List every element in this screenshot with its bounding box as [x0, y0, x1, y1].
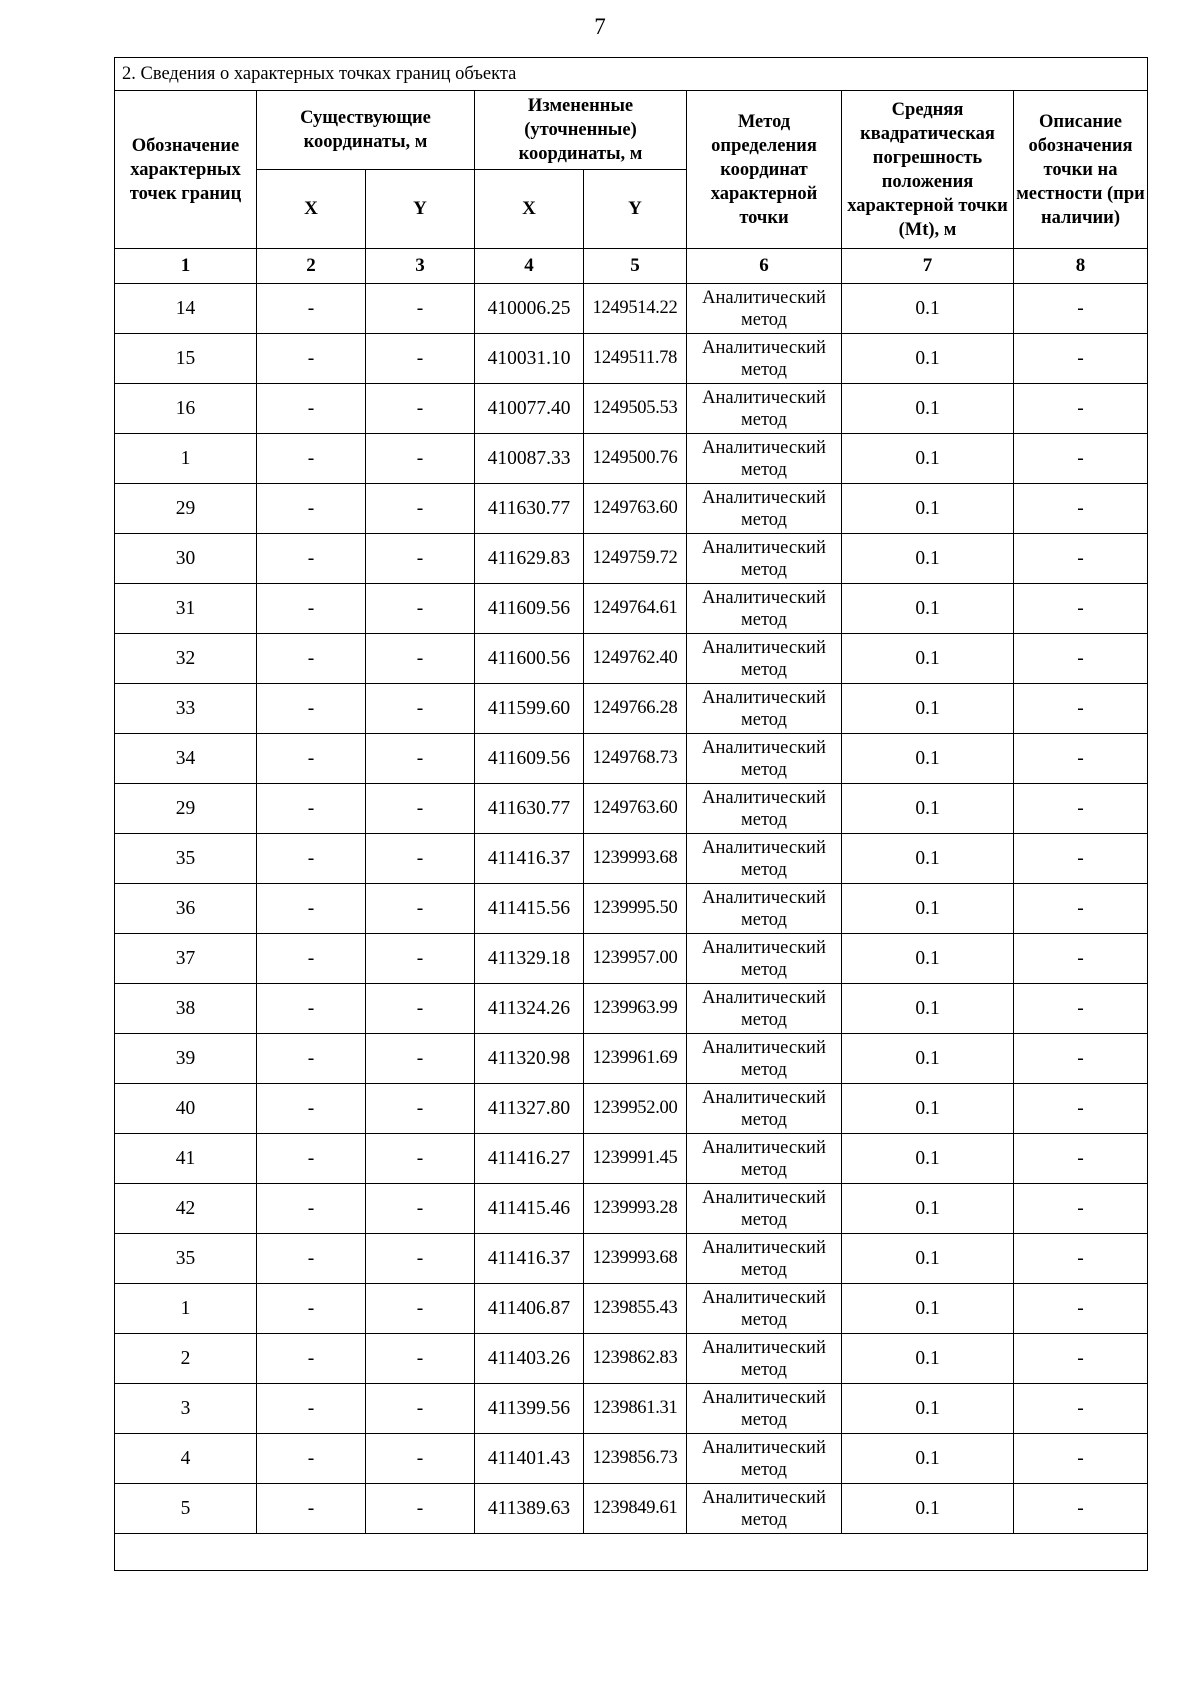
column-number: 1: [115, 249, 257, 284]
existing-y-cell: -: [366, 334, 475, 384]
method-cell: Аналитический метод: [687, 1184, 842, 1234]
table-row: [115, 534, 1148, 584]
point-cell: 14: [115, 284, 257, 334]
description-cell: -: [1014, 634, 1148, 684]
table-row: [115, 434, 1148, 484]
method-cell: Аналитический метод: [687, 1234, 842, 1284]
table-row: [115, 584, 1148, 634]
table-row: [115, 1034, 1148, 1084]
changed-x-cell: 411599.60: [475, 684, 584, 734]
method-cell: Аналитический метод: [687, 334, 842, 384]
changed-x-cell: 411600.56: [475, 634, 584, 684]
description-cell: -: [1014, 434, 1148, 484]
table-row: [115, 1484, 1148, 1534]
method-cell: Аналитический метод: [687, 634, 842, 684]
changed-x-cell: 411329.18: [475, 934, 584, 984]
changed-y-cell: 1239957.00: [584, 934, 687, 984]
method-cell: Аналитический метод: [687, 384, 842, 434]
header-mean-error: Средняя квадратическая погрешность положения характерной точки (Mt), м: [842, 91, 1014, 249]
table-row: [115, 984, 1148, 1034]
description-cell: -: [1014, 384, 1148, 434]
changed-x-cell: 411327.80: [475, 1084, 584, 1134]
method-cell: Аналитический метод: [687, 1384, 842, 1434]
point-cell: 15: [115, 334, 257, 384]
existing-y-cell: -: [366, 584, 475, 634]
point-cell: 2: [115, 1334, 257, 1384]
existing-x-cell: -: [257, 1484, 366, 1534]
changed-x-cell: 411403.26: [475, 1334, 584, 1384]
mean-error-cell: 0.1: [842, 584, 1014, 634]
changed-y-cell: 1249768.73: [584, 734, 687, 784]
existing-x-cell: -: [257, 684, 366, 734]
existing-y-cell: -: [366, 684, 475, 734]
changed-y-cell: 1249762.40: [584, 634, 687, 684]
table-row: [115, 1134, 1148, 1184]
header-description: Описание обозначения точки на местности (при наличии): [1014, 91, 1148, 249]
point-cell: 1: [115, 434, 257, 484]
existing-y-cell: -: [366, 934, 475, 984]
header-changed-coords: Измененные (уточненные) координаты, м: [475, 91, 687, 170]
existing-y-cell: -: [366, 1284, 475, 1334]
changed-y-cell: 1249514.22: [584, 284, 687, 334]
changed-x-cell: 410006.25: [475, 284, 584, 334]
table-row: [115, 384, 1148, 434]
point-cell: 40: [115, 1084, 257, 1134]
description-cell: -: [1014, 1434, 1148, 1484]
point-cell: 39: [115, 1034, 257, 1084]
changed-y-cell: 1249500.76: [584, 434, 687, 484]
mean-error-cell: 0.1: [842, 1084, 1014, 1134]
existing-y-cell: -: [366, 1084, 475, 1134]
column-number: 3: [366, 249, 475, 284]
changed-y-cell: 1239861.31: [584, 1384, 687, 1434]
description-cell: -: [1014, 1084, 1148, 1134]
method-cell: Аналитический метод: [687, 784, 842, 834]
point-cell: 1: [115, 1284, 257, 1334]
changed-x-cell: 411399.56: [475, 1384, 584, 1434]
description-cell: -: [1014, 534, 1148, 584]
description-cell: -: [1014, 784, 1148, 834]
header-changed-y: Y: [584, 170, 687, 249]
changed-y-cell: 1249764.61: [584, 584, 687, 634]
mean-error-cell: 0.1: [842, 634, 1014, 684]
existing-y-cell: -: [366, 1234, 475, 1284]
mean-error-cell: 0.1: [842, 334, 1014, 384]
existing-x-cell: -: [257, 1434, 366, 1484]
point-cell: 41: [115, 1134, 257, 1184]
mean-error-cell: 0.1: [842, 1034, 1014, 1084]
changed-x-cell: 411416.27: [475, 1134, 584, 1184]
method-cell: Аналитический метод: [687, 1434, 842, 1484]
table-row: [115, 484, 1148, 534]
table-row: [115, 284, 1148, 334]
mean-error-cell: 0.1: [842, 1384, 1014, 1434]
existing-x-cell: -: [257, 1184, 366, 1234]
changed-x-cell: 411415.46: [475, 1184, 584, 1234]
existing-x-cell: -: [257, 1034, 366, 1084]
table-row: [115, 334, 1148, 384]
existing-x-cell: -: [257, 284, 366, 334]
table-row: [115, 784, 1148, 834]
changed-y-cell: 1239995.50: [584, 884, 687, 934]
table-row: [115, 934, 1148, 984]
empty-cell: [115, 1534, 1148, 1571]
existing-y-cell: -: [366, 734, 475, 784]
mean-error-cell: 0.1: [842, 1184, 1014, 1234]
existing-x-cell: -: [257, 1284, 366, 1334]
point-cell: 33: [115, 684, 257, 734]
column-number: 6: [687, 249, 842, 284]
point-cell: 42: [115, 1184, 257, 1234]
changed-x-cell: 410087.33: [475, 434, 584, 484]
existing-x-cell: -: [257, 1134, 366, 1184]
existing-x-cell: -: [257, 784, 366, 834]
existing-x-cell: -: [257, 984, 366, 1034]
table-row: [115, 1184, 1148, 1234]
changed-x-cell: 411416.37: [475, 1234, 584, 1284]
existing-y-cell: -: [366, 434, 475, 484]
changed-x-cell: 411629.83: [475, 534, 584, 584]
method-cell: Аналитический метод: [687, 1484, 842, 1534]
point-cell: 31: [115, 584, 257, 634]
point-cell: 29: [115, 484, 257, 534]
description-cell: -: [1014, 484, 1148, 534]
existing-x-cell: -: [257, 834, 366, 884]
changed-x-cell: 411415.56: [475, 884, 584, 934]
method-cell: Аналитический метод: [687, 1284, 842, 1334]
existing-y-cell: -: [366, 1334, 475, 1384]
description-cell: -: [1014, 884, 1148, 934]
existing-x-cell: -: [257, 584, 366, 634]
mean-error-cell: 0.1: [842, 734, 1014, 784]
existing-y-cell: -: [366, 1484, 475, 1534]
point-cell: 35: [115, 834, 257, 884]
changed-y-cell: 1239961.69: [584, 1034, 687, 1084]
point-cell: 38: [115, 984, 257, 1034]
mean-error-cell: 0.1: [842, 1134, 1014, 1184]
method-cell: Аналитический метод: [687, 734, 842, 784]
point-cell: 36: [115, 884, 257, 934]
column-number: 4: [475, 249, 584, 284]
method-cell: Аналитический метод: [687, 984, 842, 1034]
mean-error-cell: 0.1: [842, 834, 1014, 884]
point-cell: 34: [115, 734, 257, 784]
point-cell: 3: [115, 1384, 257, 1434]
changed-y-cell: 1239993.68: [584, 1234, 687, 1284]
mean-error-cell: 0.1: [842, 1434, 1014, 1484]
header-changed-x: X: [475, 170, 584, 249]
table-row: [115, 1384, 1148, 1434]
existing-y-cell: -: [366, 984, 475, 1034]
mean-error-cell: 0.1: [842, 284, 1014, 334]
mean-error-cell: 0.1: [842, 1234, 1014, 1284]
point-cell: 29: [115, 784, 257, 834]
changed-x-cell: 410031.10: [475, 334, 584, 384]
changed-x-cell: 410077.40: [475, 384, 584, 434]
existing-x-cell: -: [257, 734, 366, 784]
changed-x-cell: 411416.37: [475, 834, 584, 884]
point-cell: 16: [115, 384, 257, 434]
mean-error-cell: 0.1: [842, 534, 1014, 584]
existing-y-cell: -: [366, 1384, 475, 1434]
changed-x-cell: 411324.26: [475, 984, 584, 1034]
description-cell: -: [1014, 1134, 1148, 1184]
mean-error-cell: 0.1: [842, 484, 1014, 534]
header-existing-coords: Существующие координаты, м: [257, 91, 475, 170]
method-cell: Аналитический метод: [687, 884, 842, 934]
point-cell: 35: [115, 1234, 257, 1284]
changed-y-cell: 1239849.61: [584, 1484, 687, 1534]
description-cell: -: [1014, 1184, 1148, 1234]
method-cell: Аналитический метод: [687, 434, 842, 484]
changed-x-cell: 411389.63: [475, 1484, 584, 1534]
table-row: [115, 1434, 1148, 1484]
changed-x-cell: 411406.87: [475, 1284, 584, 1334]
changed-y-cell: 1249511.78: [584, 334, 687, 384]
existing-y-cell: -: [366, 634, 475, 684]
mean-error-cell: 0.1: [842, 684, 1014, 734]
existing-x-cell: -: [257, 384, 366, 434]
changed-x-cell: 411401.43: [475, 1434, 584, 1484]
table-row: [115, 834, 1148, 884]
existing-y-cell: -: [366, 384, 475, 434]
description-cell: -: [1014, 1334, 1148, 1384]
header-existing-x: X: [257, 170, 366, 249]
description-cell: -: [1014, 934, 1148, 984]
method-cell: Аналитический метод: [687, 1034, 842, 1084]
existing-x-cell: -: [257, 1084, 366, 1134]
table-row: [115, 1334, 1148, 1384]
column-numbers-row: [115, 249, 1148, 284]
mean-error-cell: 0.1: [842, 934, 1014, 984]
changed-y-cell: 1249505.53: [584, 384, 687, 434]
existing-x-cell: -: [257, 1334, 366, 1384]
existing-x-cell: -: [257, 1384, 366, 1434]
mean-error-cell: 0.1: [842, 1334, 1014, 1384]
method-cell: Аналитический метод: [687, 284, 842, 334]
point-cell: 30: [115, 534, 257, 584]
header-existing-y: Y: [366, 170, 475, 249]
method-cell: Аналитический метод: [687, 1084, 842, 1134]
point-cell: 32: [115, 634, 257, 684]
description-cell: -: [1014, 584, 1148, 634]
changed-x-cell: 411320.98: [475, 1034, 584, 1084]
existing-x-cell: -: [257, 1234, 366, 1284]
existing-y-cell: -: [366, 1184, 475, 1234]
mean-error-cell: 0.1: [842, 984, 1014, 1034]
table-row: [115, 1084, 1148, 1134]
column-number: 5: [584, 249, 687, 284]
description-cell: -: [1014, 1384, 1148, 1434]
changed-x-cell: 411630.77: [475, 784, 584, 834]
changed-y-cell: 1249759.72: [584, 534, 687, 584]
changed-x-cell: 411609.56: [475, 584, 584, 634]
point-cell: 37: [115, 934, 257, 984]
existing-x-cell: -: [257, 884, 366, 934]
existing-y-cell: -: [366, 484, 475, 534]
mean-error-cell: 0.1: [842, 784, 1014, 834]
description-cell: -: [1014, 1234, 1148, 1284]
changed-y-cell: 1239993.68: [584, 834, 687, 884]
boundary-points-table: [114, 57, 1148, 1571]
column-number: 8: [1014, 249, 1148, 284]
existing-y-cell: -: [366, 784, 475, 834]
description-cell: -: [1014, 1034, 1148, 1084]
table-row: [115, 684, 1148, 734]
description-cell: -: [1014, 284, 1148, 334]
existing-y-cell: -: [366, 284, 475, 334]
empty-row: [115, 1534, 1148, 1571]
page-number: 7: [594, 14, 606, 39]
existing-x-cell: -: [257, 484, 366, 534]
header-designation: Обозначение характерных точек границ: [115, 91, 257, 249]
changed-y-cell: 1239862.83: [584, 1334, 687, 1384]
mean-error-cell: 0.1: [842, 1484, 1014, 1534]
existing-y-cell: -: [366, 884, 475, 934]
method-cell: Аналитический метод: [687, 684, 842, 734]
description-cell: -: [1014, 334, 1148, 384]
header-method: Метод определения координат характерной точки: [687, 91, 842, 249]
table-row: [115, 884, 1148, 934]
existing-x-cell: -: [257, 334, 366, 384]
changed-y-cell: 1249763.60: [584, 784, 687, 834]
mean-error-cell: 0.1: [842, 1284, 1014, 1334]
existing-y-cell: -: [366, 1034, 475, 1084]
changed-y-cell: 1239952.00: [584, 1084, 687, 1134]
existing-y-cell: -: [366, 534, 475, 584]
description-cell: -: [1014, 684, 1148, 734]
changed-y-cell: 1239993.28: [584, 1184, 687, 1234]
existing-x-cell: -: [257, 934, 366, 984]
table-row: [115, 1284, 1148, 1334]
changed-y-cell: 1239963.99: [584, 984, 687, 1034]
mean-error-cell: 0.1: [842, 434, 1014, 484]
changed-y-cell: 1239855.43: [584, 1284, 687, 1334]
existing-x-cell: -: [257, 534, 366, 584]
existing-x-cell: -: [257, 434, 366, 484]
column-number: 2: [257, 249, 366, 284]
existing-x-cell: -: [257, 634, 366, 684]
method-cell: Аналитический метод: [687, 584, 842, 634]
changed-y-cell: 1249766.28: [584, 684, 687, 734]
changed-y-cell: 1239991.45: [584, 1134, 687, 1184]
existing-y-cell: -: [366, 834, 475, 884]
point-cell: 5: [115, 1484, 257, 1534]
method-cell: Аналитический метод: [687, 1134, 842, 1184]
method-cell: Аналитический метод: [687, 534, 842, 584]
table-body: [115, 284, 1148, 1534]
description-cell: -: [1014, 1284, 1148, 1334]
method-cell: Аналитический метод: [687, 934, 842, 984]
method-cell: Аналитический метод: [687, 484, 842, 534]
table-row: [115, 734, 1148, 784]
changed-x-cell: 411609.56: [475, 734, 584, 784]
column-number: 7: [842, 249, 1014, 284]
point-cell: 4: [115, 1434, 257, 1484]
description-cell: -: [1014, 1484, 1148, 1534]
description-cell: -: [1014, 834, 1148, 884]
changed-x-cell: 411630.77: [475, 484, 584, 534]
description-cell: -: [1014, 734, 1148, 784]
mean-error-cell: 0.1: [842, 884, 1014, 934]
existing-y-cell: -: [366, 1134, 475, 1184]
method-cell: Аналитический метод: [687, 834, 842, 884]
table-caption: 2. Сведения о характерных точках границ объекта: [115, 58, 1148, 91]
mean-error-cell: 0.1: [842, 384, 1014, 434]
description-cell: -: [1014, 984, 1148, 1034]
table-row: [115, 634, 1148, 684]
changed-y-cell: 1239856.73: [584, 1434, 687, 1484]
table-row: [115, 1234, 1148, 1284]
existing-y-cell: -: [366, 1434, 475, 1484]
method-cell: Аналитический метод: [687, 1334, 842, 1384]
changed-y-cell: 1249763.60: [584, 484, 687, 534]
